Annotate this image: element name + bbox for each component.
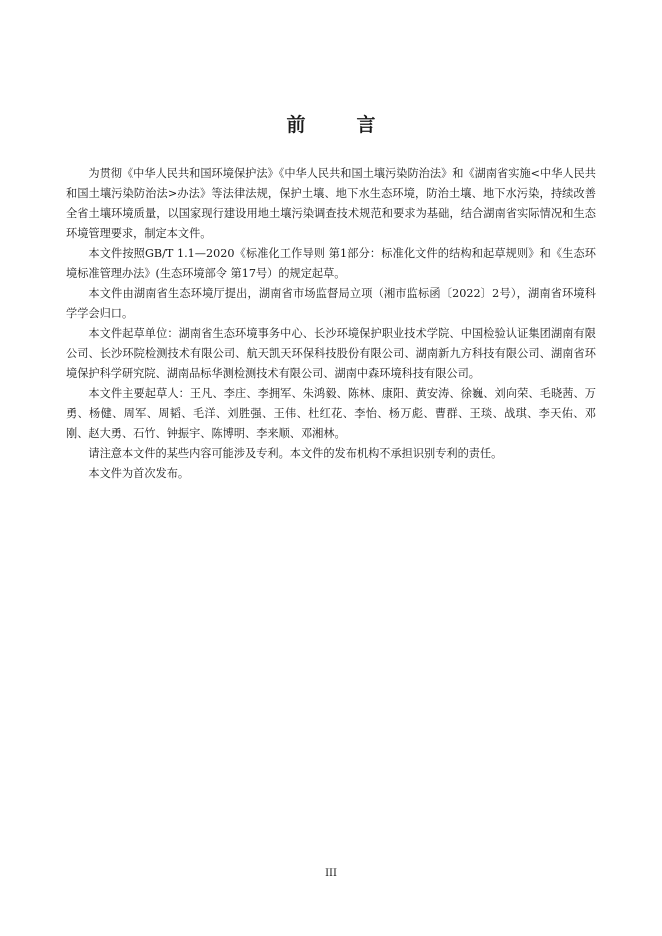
page-number: III [325, 868, 337, 879]
paragraph-drafting-units: 本文件起草单位：湖南省生态环境事务中心、长沙环境保护职业技术学院、中国检验认证集团湖南有限公司、长沙环院检测技术有限公司、航天凯天环保科技股份有限公司、湖南新九方科技有限公司、湖南省环境保护科学研究院、湖南品标华测检测技术有限公司、湖南中森环境科技有限公司。 [66, 327, 596, 380]
paragraph-proposer: 本文件由湖南省生态环境厅提出，湖南省市场监督局立项（湘市监标函〔2022〕2号），湖南省环境科学学会归口。 [66, 287, 596, 320]
paragraph-purpose: 为贯彻《中华人民共和国环境保护法》《中华人民共和国土壤污染防治法》和《湖南省实施<中华人民共和国土壤污染防治法>办法》等法律法规，保护土壤、地下水生态环境，防治土壤、地下水污染，持续改善全省土壤环境质量，以国家现行建设用地土壤污染调查技术规范和要求为基础，结合湖南省实际情况和生态环境管理要求，制定本文件。 [66, 167, 596, 240]
document-body [66, 164, 596, 484]
paragraph-first-release: 本文件为首次发布。 [88, 467, 190, 480]
paragraph-drafters: 本文件主要起草人：王凡、李庄、李拥军、朱鸿毅、陈林、康阳、黄安涛、徐巍、刘向荣、毛晓茜、万勇、杨健、周军、周韬、毛洋、刘胜强、王伟、杜红花、李怡、杨万彪、曹群、王琰、战琪、李天佑、邓刚、赵大勇、石竹、钟振宇、陈博明、李来顺、邓湘林。 [66, 387, 596, 440]
paragraph-drafting-rules: 本文件按照GB/T 1.1—2020《标准化工作导则 第1部分：标准化文件的结构和起草规则》和《生态环境标准管理办法》(生态环境部令 第17号）的规定起草。 [66, 247, 596, 280]
page-title: 前 言 [286, 114, 392, 136]
paragraph-patent-notice: 请注意本文件的某些内容可能涉及专利。本文件的发布机构不承担识别专利的责任。 [88, 447, 503, 460]
